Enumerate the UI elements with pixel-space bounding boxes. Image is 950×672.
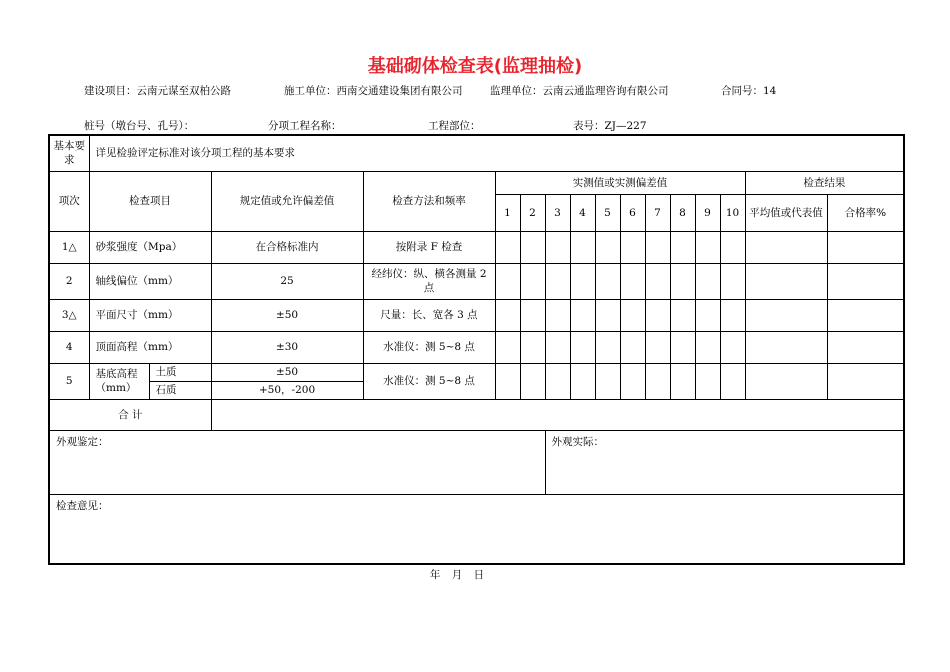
table-row	[49, 231, 904, 263]
header-spec: 规定值或允许偏差值	[211, 171, 363, 231]
header-col-8: 8	[670, 194, 695, 231]
form-number: 表号：ZJ—227	[573, 120, 647, 132]
row-method: 水准仪：测 5~8 点	[363, 331, 495, 363]
header-col-5: 5	[595, 194, 620, 231]
header-col-1: 1	[495, 194, 520, 231]
appearance-check[interactable]: 外观鉴定：	[49, 430, 545, 494]
page-title: 基础砌体检查表(监理抽检)	[367, 56, 583, 77]
row-spec-rock: +50，-200	[211, 381, 363, 399]
row-spec-soil: ±50	[211, 363, 363, 381]
row-method: 水准仪：测 5~8 点	[363, 363, 495, 399]
row-spec: ±30	[211, 331, 363, 363]
header-pass-rate: 合格率%	[827, 194, 904, 231]
header-result: 检查结果	[745, 171, 904, 194]
header-check-item: 检查项目	[89, 171, 211, 231]
header-col-10: 10	[720, 194, 745, 231]
row-spec: 25	[211, 263, 363, 299]
row-item: 平面尺寸（mm）	[89, 299, 211, 331]
row-spec: 在合格标准内	[211, 231, 363, 263]
project-label: 建设项目：云南元谋至双柏公路	[84, 85, 231, 97]
row-no: 1△	[49, 231, 89, 263]
row-method: 尺量：长、宽各 3 点	[363, 299, 495, 331]
location-label: 工程部位：	[428, 120, 481, 132]
date-line: 年 月 日	[429, 569, 485, 581]
header-measured: 实测值或实测偏差值	[495, 171, 745, 194]
row-sub-soil: 土质	[149, 363, 211, 381]
row-no: 3△	[49, 299, 89, 331]
header-col-6: 6	[620, 194, 645, 231]
inspection-opinion[interactable]: 检查意见：	[49, 494, 904, 564]
row-method: 经纬仪：纵、横各测量 2 点	[363, 263, 495, 299]
contractor-label: 施工单位：西南交通建设集团有限公司	[284, 85, 463, 97]
subproject-label: 分项工程名称：	[268, 120, 342, 132]
contract-label: 合同号：14	[721, 85, 777, 97]
total-label: 合 计	[49, 399, 211, 430]
basic-requirement-text: 详见检验评定标准对该分项工程的基本要求	[89, 135, 904, 171]
inspection-table	[48, 134, 905, 565]
total-row	[49, 399, 904, 430]
header-col-9: 9	[695, 194, 720, 231]
table-row	[49, 331, 904, 363]
header-method: 检查方法和频率	[363, 171, 495, 231]
row-sub-rock: 石质	[149, 381, 211, 399]
row-item: 砂浆强度（Mpa）	[89, 231, 211, 263]
header-col-7: 7	[645, 194, 670, 231]
header-average: 平均值或代表值	[745, 194, 827, 231]
row-no: 4	[49, 331, 89, 363]
header-item-no: 项次	[49, 171, 89, 231]
row-item: 基底高程（mm）	[89, 363, 149, 399]
row-item: 轴线偏位（mm）	[89, 263, 211, 299]
table-row	[49, 363, 904, 381]
header-col-3: 3	[545, 194, 570, 231]
supervisor-label: 监理单位：云南云通监理咨询有限公司	[490, 85, 669, 97]
table-row	[49, 299, 904, 331]
appearance-actual[interactable]: 外观实际：	[545, 430, 904, 494]
header-col-2: 2	[520, 194, 545, 231]
row-method: 按附录 F 检查	[363, 231, 495, 263]
row-no: 5	[49, 363, 89, 399]
table-row	[49, 263, 904, 299]
pile-label: 桩号（墩台号、孔号）：	[84, 120, 195, 132]
row-no: 2	[49, 263, 89, 299]
header-col-4: 4	[570, 194, 595, 231]
row-item: 顶面高程（mm）	[89, 331, 211, 363]
row-spec: ±50	[211, 299, 363, 331]
basic-requirement-label: 基本要求	[49, 135, 89, 171]
